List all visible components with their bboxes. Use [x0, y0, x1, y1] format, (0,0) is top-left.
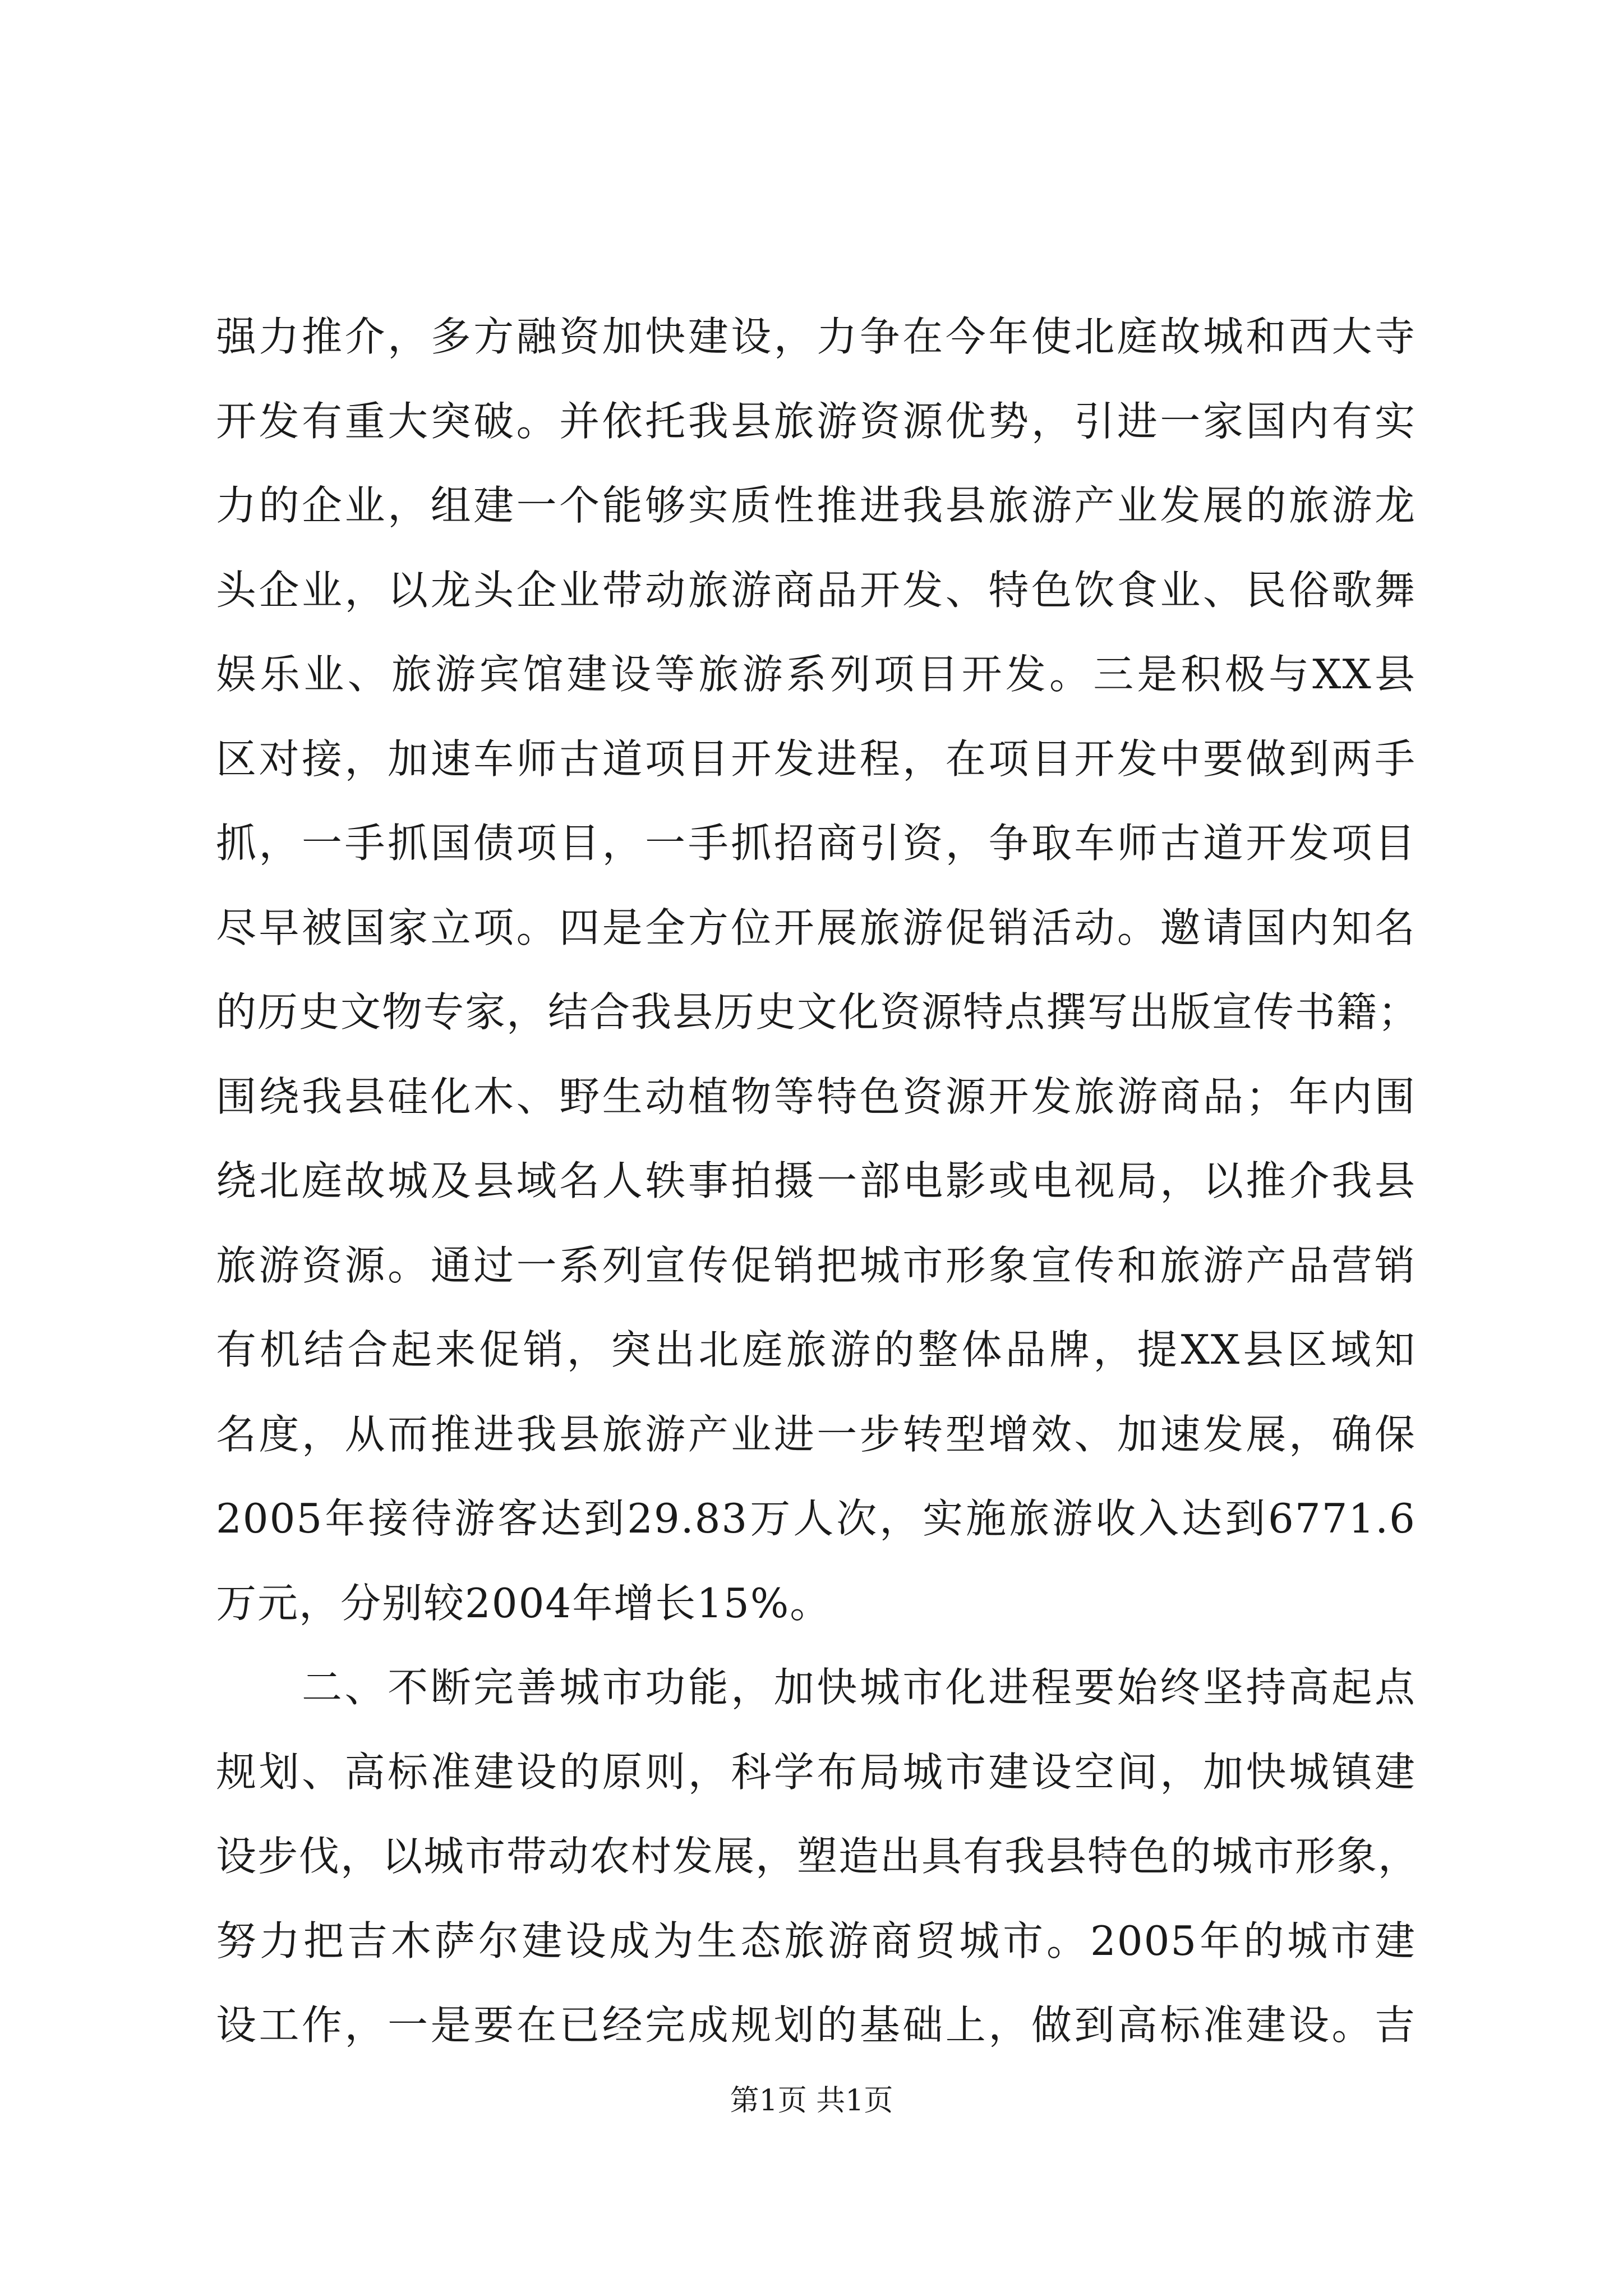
text-line: 力的企业，组建一个能够实质性推进我县旅游产业发展的旅游龙 — [216, 482, 1416, 529]
text-line: 抓，一手抓国债项目，一手抓招商引资，争取车师古道开发项目 — [216, 820, 1416, 867]
text-line: 有机结合起来促销，突出北庭旅游的整体品牌，提XX县区域知 — [216, 1326, 1416, 1373]
text-line: 的历史文物专家，结合我县历史文化资源特点撰写出版宣传书籍； — [216, 988, 1420, 1036]
text-line: 尽早被国家立项。四是全方位开展旅游促销活动。邀请国内知名 — [216, 904, 1416, 951]
text-line: 强力推介，多方融资加快建设，力争在今年使北庭故城和西大寺 — [216, 313, 1416, 360]
document-body — [216, 295, 1420, 2068]
text-line: 绕北庭故城及县域名人轶事拍摄一部电影或电视局，以推介我县 — [216, 1157, 1416, 1204]
page-footer: 第1页 共1页 — [730, 2084, 893, 2118]
text-line: 设工作，一是要在已经完成规划的基础上，做到高标准建设。吉 — [216, 2001, 1416, 2049]
text-line: 围绕我县硅化木、野生动植物等特色资源开发旅游商品；年内围 — [216, 1073, 1416, 1120]
text-line: 规划、高标准建设的原则，科学布局城市建设空间，加快城镇建 — [216, 1748, 1416, 1796]
text-line: 旅游资源。通过一系列宣传促销把城市形象宣传和旅游产品营销 — [216, 1241, 1416, 1289]
text-line: 努力把吉木萨尔建设成为生态旅游商贸城市。2005年的城市建 — [216, 1917, 1416, 1964]
text-line: 二、不断完善城市功能，加快城市化进程要始终坚持高起点 — [216, 1664, 1416, 1711]
text-line: 开发有重大突破。并依托我县旅游资源优势，引进一家国内有实 — [216, 397, 1416, 445]
text-line: 头企业，以龙头企业带动旅游商品开发、特色饮食业、民俗歌舞 — [216, 566, 1416, 614]
text-line: 2005年接待游客达到29.83万人次，实施旅游收入达到6771.6 — [216, 1495, 1416, 1542]
text-line: 名度，从而推进我县旅游产业进一步转型增效、加速发展，确保 — [216, 1410, 1416, 1458]
text-line: 设步伐，以城市带动农村发展，塑造出具有我县特色的城市形象， — [216, 1833, 1420, 1880]
text-line: 娱乐业、旅游宾馆建设等旅游系列项目开发。三是积极与XX县 — [216, 651, 1416, 698]
text-line: 万元，分别较2004年增长15%。 — [216, 1579, 832, 1627]
text-line: 区对接，加速车师古道项目开发进程，在项目开发中要做到两手 — [216, 735, 1416, 783]
